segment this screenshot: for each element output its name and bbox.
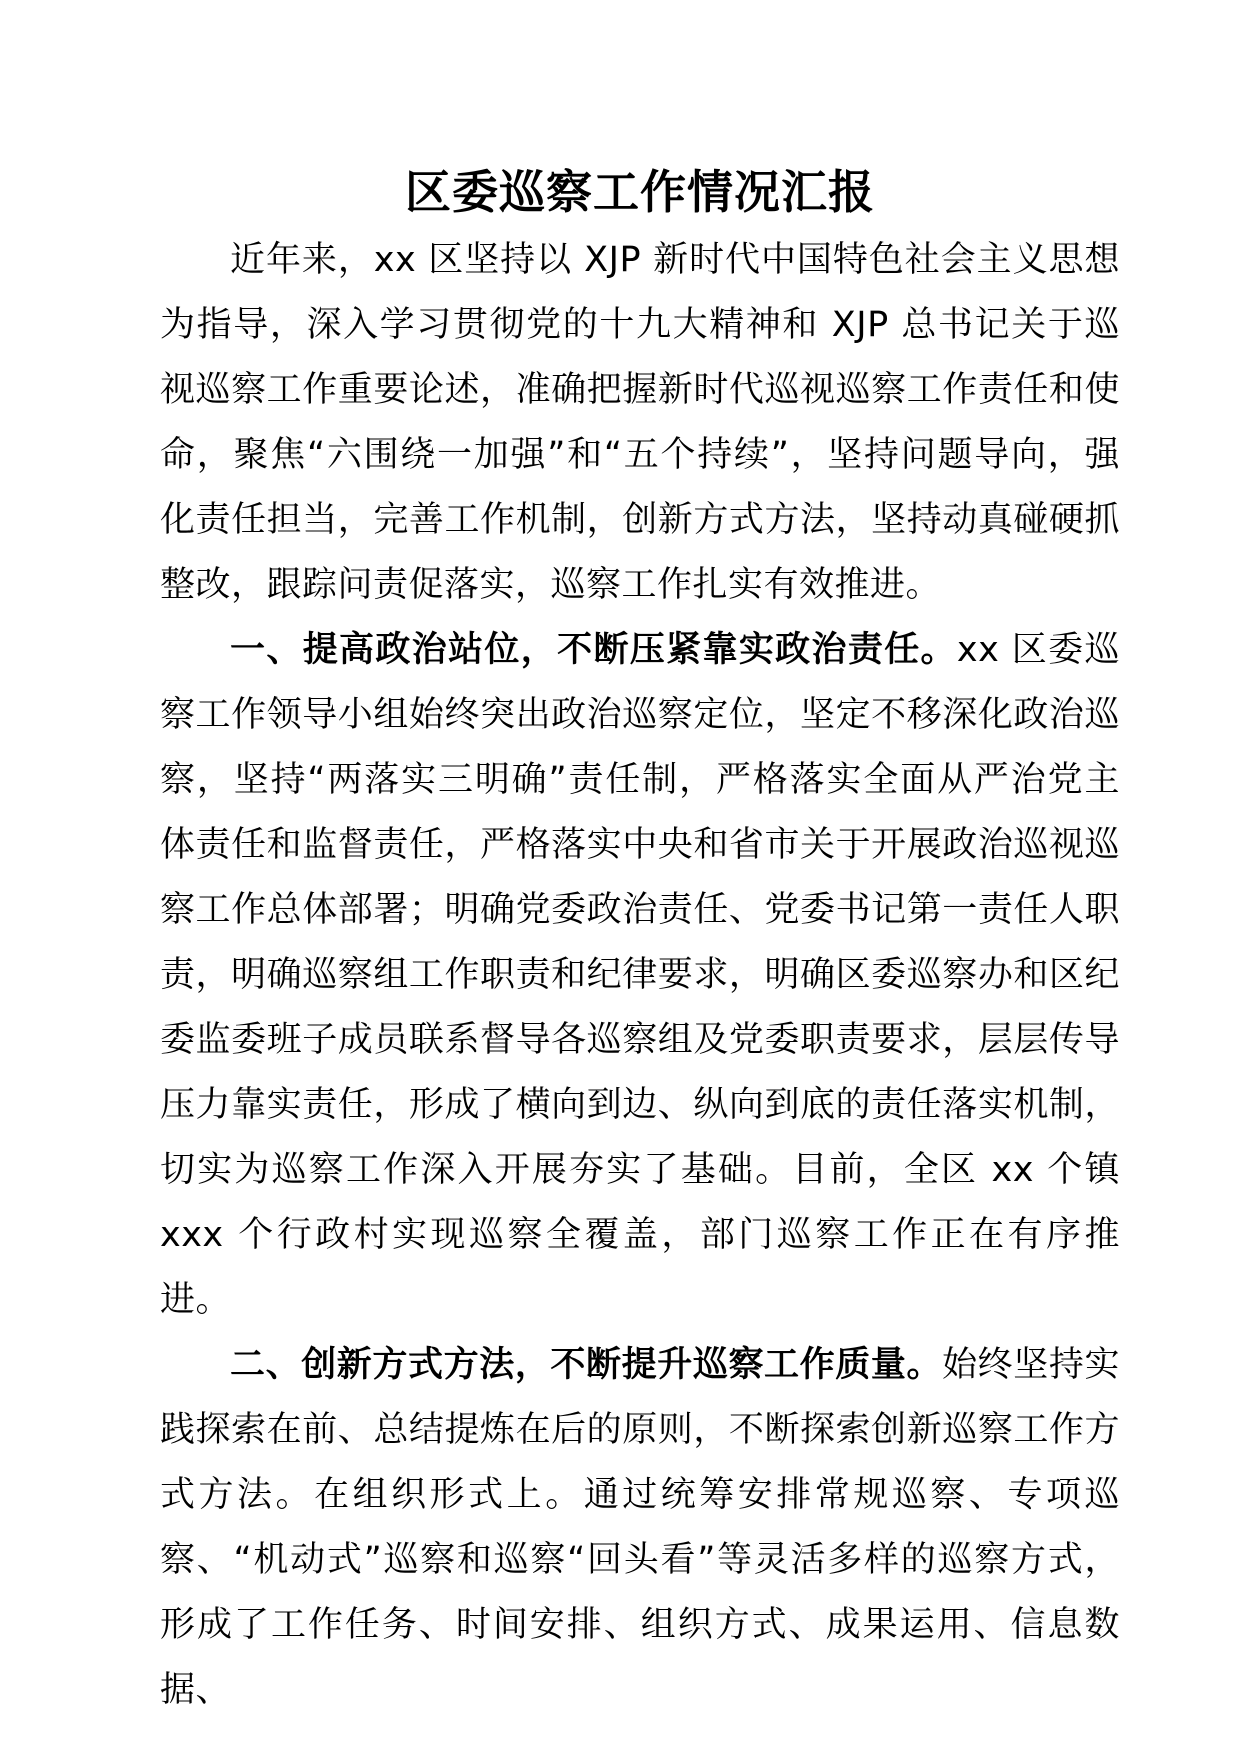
paragraph-section-2	[160, 1333, 1120, 1723]
section-1-text: xx 区委巡察工作领导小组始终突出政治巡察定位，坚定不移深化政治巡察，坚持“两落实三明确”责任制，严格落实全面从严治党主体责任和监督责任，严格落实中央和省市关于开展政治巡视巡察工作总体部署；明确党委政治责任、党委书记第一责任人职责，明确巡察组工作职责和纪律要求，明确区委巡察办和区纪委监委班子成员联系督导各巡察组及党委职责要求，层层传导压力靠实责任，形成了横向到边、纵向到底的责任落实机制，切实为巡察工作深入开展夯实了基础。目前，全区 xx 个镇 xxx 个行政村实现巡察全覆盖，部门巡察工作正在有序推进。	[160, 630, 1120, 1320]
section-2-text: 始终坚持实践探索在前、总结提炼在后的原则，不断探索创新巡察工作方式方法。在组织形式上。通过统筹安排常规巡察、专项巡察、“机动式”巡察和巡察“回头看”等灵活多样的巡察方式，形成了工作任务、时间安排、组织方式、成果运用、信息数据、	[160, 1345, 1120, 1710]
paragraph-intro	[160, 228, 1120, 618]
section-2-heading: 二、创新方式方法，不断提升巡察工作质量。	[230, 1345, 943, 1385]
paragraph-intro-text: 近年来，xx 区坚持以 XJP 新时代中国特色社会主义思想为指导，深入学习贯彻党的十九大精神和 XJP 总书记关于巡视巡察工作重要论述，准确把握新时代巡视巡察工作责任和使命，聚焦“六围绕一加强”和“五个持续”，坚持问题导向，强化责任担当，完善工作机制，创新方式方法，坚持动真碰硬抓整改，跟踪问责促落实，巡察工作扎实有效推进。	[160, 240, 1120, 605]
section-1-heading: 一、提高政治站位，不断压紧靠实政治责任。	[230, 630, 957, 670]
document-page	[160, 160, 1120, 1723]
document-title: 区委巡察工作情况汇报	[405, 165, 875, 219]
paragraph-section-1	[160, 618, 1120, 1333]
